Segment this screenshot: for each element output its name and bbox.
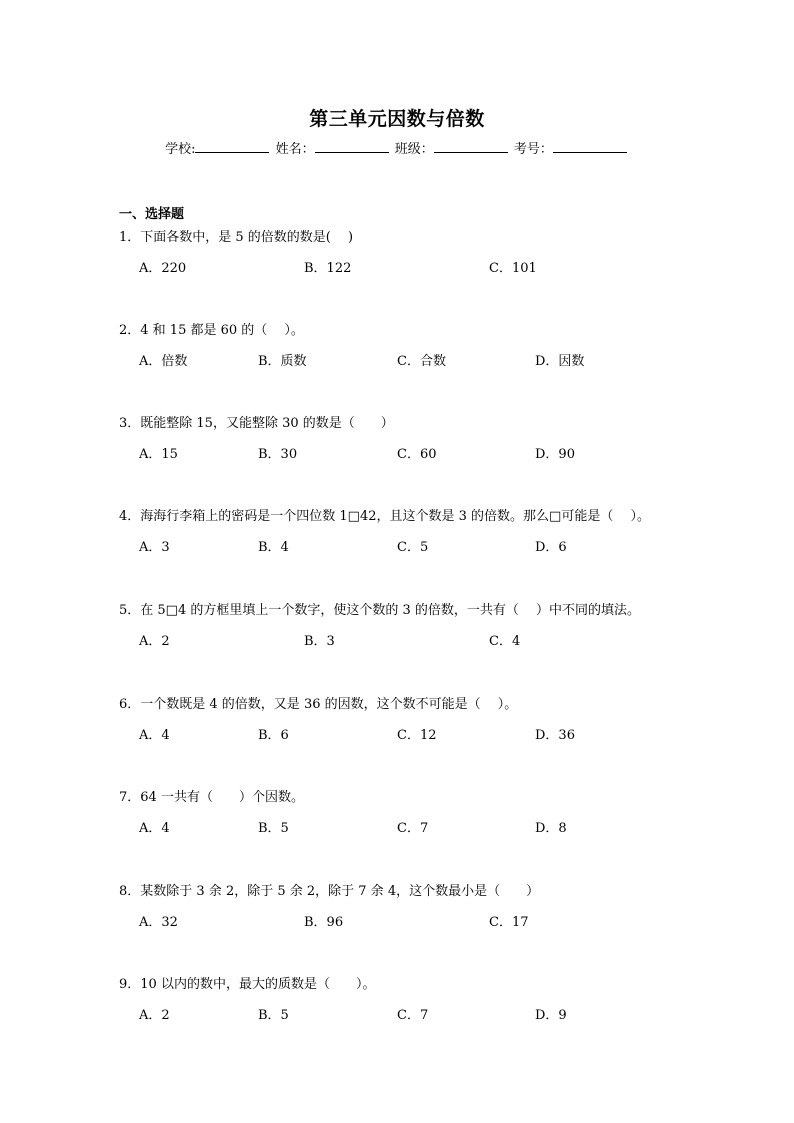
option-d[interactable]: D．36 [535, 728, 575, 743]
option-d[interactable]: D．6 [535, 540, 567, 555]
option-row [119, 632, 719, 652]
option-d[interactable]: D．9 [535, 1008, 567, 1023]
option-a[interactable]: A．倍数 [139, 354, 188, 369]
option-row [119, 352, 719, 372]
question-stem: 3．既能整除 15，又能整除 30 的数是（ ） [119, 416, 394, 431]
option-a[interactable]: A．3 [139, 540, 170, 555]
id-blank[interactable] [553, 140, 627, 153]
question-stem: 4．海海行李箱上的密码是一个四位数 1□42，且这个数是 3 的倍数。那么□可能是（ ）。 [119, 509, 650, 524]
question-2 [119, 321, 719, 372]
page-title: 第三单元因数与倍数 [309, 108, 485, 130]
option-b[interactable]: B．96 [304, 915, 344, 930]
id-label: 考号： [513, 142, 553, 157]
option-c[interactable]: C．7 [397, 1008, 429, 1023]
option-b[interactable]: B．4 [258, 540, 289, 555]
option-c[interactable]: C．7 [397, 821, 429, 836]
option-a[interactable]: A．2 [139, 634, 170, 649]
name-blank[interactable] [315, 140, 389, 153]
question-1 [119, 228, 719, 279]
option-c[interactable]: C．5 [397, 540, 429, 555]
question-5 [119, 601, 719, 652]
option-b[interactable]: B．30 [258, 447, 298, 462]
option-row [119, 726, 719, 746]
question-stem: 9．10 以内的数中，最大的质数是（ ）。 [119, 977, 376, 992]
option-c[interactable]: C．17 [489, 915, 529, 930]
option-a[interactable]: A．2 [139, 1008, 170, 1023]
option-row [119, 913, 719, 933]
option-a[interactable]: A．4 [139, 728, 170, 743]
question-stem: 5．在 5□4 的方框里填上一个数字，使这个数的 3 的倍数，一共有（ ）中不同的填法。 [119, 603, 641, 618]
option-c[interactable]: C．101 [489, 261, 537, 276]
option-b[interactable]: B．122 [304, 261, 352, 276]
name-label: 姓名： [275, 142, 315, 157]
question-stem: 7．64 一共有（ ）个因数。 [119, 790, 304, 805]
option-b[interactable]: B．6 [258, 728, 289, 743]
question-stem: 2．4 和 15 都是 60 的（ ）。 [119, 323, 304, 338]
option-row [119, 538, 719, 558]
question-7 [119, 788, 719, 839]
option-a[interactable]: A．15 [139, 447, 178, 462]
option-row [119, 259, 719, 279]
question-4 [119, 507, 719, 558]
question-8 [119, 882, 719, 933]
section-heading: 一、选择题 [119, 207, 185, 222]
option-c[interactable]: C．4 [489, 634, 521, 649]
option-c[interactable]: C．60 [397, 447, 437, 462]
option-a[interactable]: A．32 [139, 915, 178, 930]
question-3 [119, 414, 719, 465]
option-d[interactable]: D．90 [535, 447, 575, 462]
option-d[interactable]: D．因数 [535, 354, 585, 369]
question-stem: 1．下面各数中，是 5 的倍数的数是( ) [119, 230, 354, 245]
option-row [119, 445, 719, 465]
option-d[interactable]: D．8 [535, 821, 567, 836]
question-stem: 8．某数除于 3 余 2，除于 5 余 2，除于 7 余 4，这个数最小是（ ） [119, 884, 540, 899]
student-info-line [0, 138, 794, 157]
option-row [119, 819, 719, 839]
question-stem: 6．一个数既是 4 的倍数，又是 36 的因数，这个数不可能是（ ）。 [119, 697, 518, 712]
school-blank[interactable] [195, 140, 269, 153]
option-b[interactable]: B．5 [258, 821, 289, 836]
option-a[interactable]: A．4 [139, 821, 170, 836]
question-9 [119, 975, 719, 1026]
class-blank[interactable] [434, 140, 508, 153]
school-label: 学校: [165, 142, 196, 157]
option-c[interactable]: C．合数 [397, 354, 446, 369]
option-a[interactable]: A．220 [139, 261, 187, 276]
option-b[interactable]: B．3 [304, 634, 335, 649]
class-label: 班级： [394, 142, 434, 157]
option-b[interactable]: B．5 [258, 1008, 289, 1023]
option-row [119, 1006, 719, 1026]
option-c[interactable]: C．12 [397, 728, 437, 743]
question-6 [119, 695, 719, 746]
option-b[interactable]: B．质数 [258, 354, 307, 369]
